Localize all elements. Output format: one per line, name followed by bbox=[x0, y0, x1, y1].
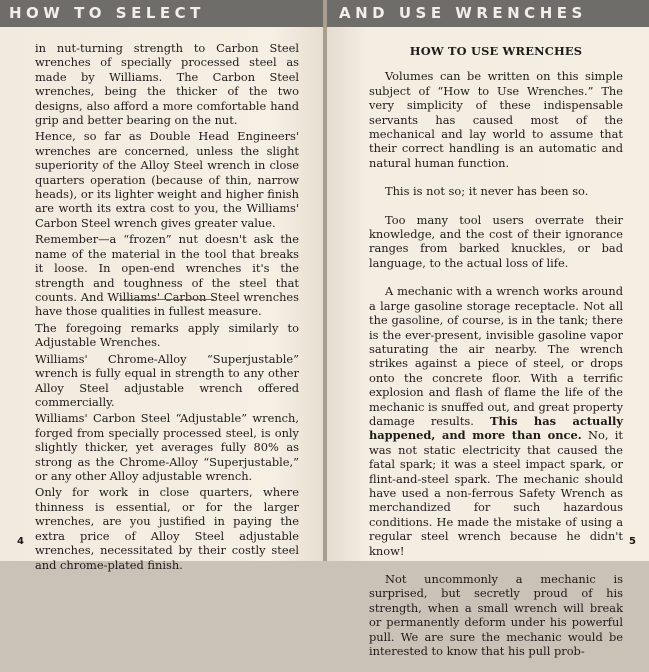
mechanic-text-bold: This has actually happened, and more than once. bbox=[369, 413, 623, 443]
paragraph: Remember—a “frozen” nut doesn't ask the name of the material in the tool that breaks it loose. In open-end wrenches it's the strength and toughness of the steel that counts. And Williams' Carbon Steel wrenches have those qualities in fullest measure. bbox=[35, 232, 299, 319]
left-upper-text bbox=[35, 41, 299, 321]
left-header-title: HOW TO SELECT bbox=[9, 4, 205, 22]
paragraph: Williams' Chrome-Alloy “Superjustable” wrench is fully equal in strength to any other Alloy Steel adjustable wrench offered commercially. bbox=[35, 351, 299, 410]
paragraph: Volumes can be written on this simple subject of “How to Use Wrenches.” The very simplicity of these indispensable servants has caused most of the mechanical and lay world to assume that their correct handling is an automatic and natural human function. bbox=[369, 69, 623, 170]
paragraph: Not uncommonly a mechanic is surprised, but secretly proud of his strength, when a small wrench will break or permanently deform under his powerful pull. We are sure the mechanic would be interested to know that his pull prob- bbox=[369, 572, 623, 659]
left-lower-text bbox=[35, 321, 299, 574]
right-page-number: 5 bbox=[629, 536, 636, 547]
paragraph: Only for work in close quarters, where thinness is essential, or for the larger wrenches, are you justified in paying the extra price of Alloy Steel adjustable wrenches, necessitated by their costly steel and chrome-plated finish. bbox=[35, 485, 299, 572]
mechanic-text-after: No, it was not static electricity that caused the fatal spark; it was a steel impact spark, or flint-and-steel spark. The mechanic should have used a non-ferrous Safety Wrench as merchandized for such hazardous conditions. He made the mistake of using a regular steel wrench because he didn't know! bbox=[369, 428, 624, 558]
paragraph: in nut-turning strength to Carbon Steel wrenches of specially processed steel as made by Williams. The Carbon Steel wrenches, being the thicker of the two designs, also afford a more comfortable hand grip and better bearing on the nut. bbox=[35, 41, 299, 128]
paragraph: Hence, so far as Double Head Engineers' wrenches are concerned, unless the slight superiority of the Alloy Steel wrench in close quarters operation (because of thin, narrow heads), or its lighter weight and higher finish are worth its extra cost to you, the Williams' Carbon Steel wrench gives greater value. bbox=[35, 129, 299, 230]
right-header-banner bbox=[327, 0, 649, 27]
paragraph: Too many tool users overrate their knowledge, and the cost of their ignorance ranges from barked knuckles, or bad language, to the actual loss of life. bbox=[369, 212, 623, 270]
left-header-banner bbox=[0, 0, 323, 27]
section-heading: HOW TO USE WRENCHES bbox=[409, 44, 583, 58]
right-text bbox=[369, 44, 623, 672]
section-divider bbox=[120, 299, 214, 300]
paragraph: Williams' Carbon Steel “Adjustable” wrench, forged from specially processed steel, is only slightly thicker, yet averages fully 80% as strong as the Chrome-Alloy “Superjustable,” or any other Alloy adjustable wrench. bbox=[35, 411, 299, 484]
paragraph: The foregoing remarks apply similarly to Adjustable Wrenches. bbox=[35, 321, 299, 350]
paragraph: This is not so; it never has been so. bbox=[385, 184, 589, 199]
left-page-number: 4 bbox=[17, 536, 24, 547]
paragraph-mechanic bbox=[369, 284, 623, 558]
right-header-title: AND USE WRENCHES bbox=[339, 4, 587, 22]
mechanic-text-before: A mechanic with a wrench works around a large gasoline storage receptacle. Not all the gasoline, of course, is in the tank; there is the ever-present, invisible gasoline vapor saturating the air nearby. The wrench strikes against a piece of steel, or drops onto the concrete floor. With a terrific explosion and flash of flame the life of the mechanic is snuffed out, and great property damage results. bbox=[369, 284, 624, 428]
